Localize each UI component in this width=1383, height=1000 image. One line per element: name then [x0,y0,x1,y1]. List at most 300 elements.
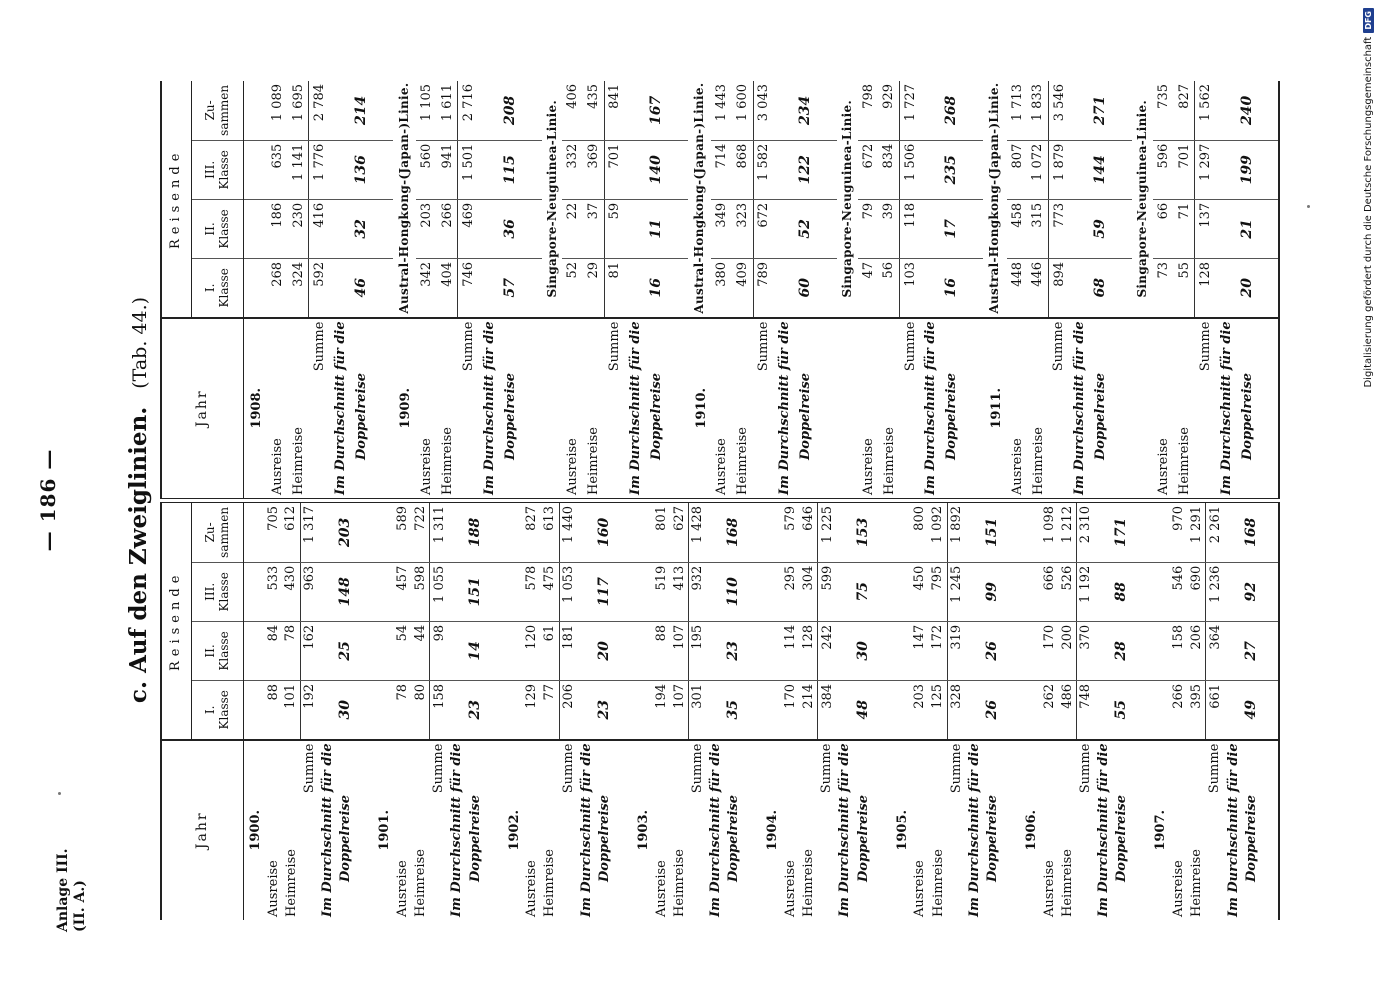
empty-cell [920,258,941,317]
total-header-line-2: sammen [217,84,231,136]
average-label-line-2: Doppelreise [1237,318,1258,498]
spacer-cell [743,503,761,562]
class-2-value: 39 [879,199,900,258]
class-2-average: 14 [466,621,484,680]
spacer-cell [614,621,632,680]
total-value: 801 [652,503,670,562]
sum-row [688,503,706,920]
total-value: 929 [879,81,900,140]
class-3-value: 635 [267,140,288,199]
annex-label [55,848,89,932]
sum-label: Summe [1076,740,1094,920]
return-row-label: Heimreise [670,740,688,920]
total-sum: 1 727 [900,81,921,140]
table-body [243,81,1279,498]
empty-cell [243,680,264,739]
spacer-cell [484,740,502,920]
total-value: 1 291 [1188,503,1206,562]
average-row [854,503,872,920]
empty-cell [577,680,595,739]
block-spacer [1258,81,1279,498]
average-label-line-1: Im Durchschnitt für die [318,740,336,920]
spacer-cell [1260,740,1279,920]
average-label-row [330,81,351,498]
empty-cell [965,621,983,680]
class-1-value: 73 [1153,258,1174,317]
return-row [288,81,309,498]
total-sum: 2 716 [458,81,479,140]
empty-cell [1020,562,1040,621]
average-row [1113,503,1131,920]
year-label: 1901. [373,740,393,920]
class-2-value: 107 [670,621,688,680]
sum-label: Summe [688,740,706,920]
route-label: Singapore-Neuguinea-Linie. [542,81,563,318]
block-spacer [372,81,393,498]
average-label-row [1224,503,1242,920]
class-2-average: 32 [351,199,372,258]
year-heading-row [688,81,712,498]
class-1-value: 170 [781,680,799,739]
class-3-average: 148 [337,562,355,621]
sum-row [753,81,774,498]
class-2-value: 186 [267,199,288,258]
average-label-line-2: Doppelreise [351,318,372,498]
spacer-cell [614,680,632,739]
total-value: 1 089 [267,81,288,140]
year-heading-row [890,503,910,920]
return-row-label: Heimreise [282,740,300,920]
outbound-row [781,503,799,920]
return-row-label: Heimreise [583,318,604,498]
average-label-row [707,503,725,920]
sum-label: Summe [430,740,448,920]
total-value: 612 [282,503,300,562]
class-2-value: 458 [1007,199,1028,258]
block-spacer [1131,503,1149,920]
class-3-value: 369 [583,140,604,199]
return-row [800,503,818,920]
class-1-average: 35 [725,680,743,739]
empty-cell [707,680,725,739]
average-label-row [625,81,646,498]
passengers-column-group: Reisende [161,81,191,318]
block-spacer [614,503,632,920]
outbound-row [267,81,288,498]
empty-cell [1095,562,1113,621]
empty-cell [1149,503,1169,562]
empty-cell [1216,199,1237,258]
spacer-cell [667,140,688,199]
class-3-value: 714 [711,140,732,199]
return-row-label: Heimreise [437,318,458,498]
year-label: 1904. [761,740,781,920]
average-label-row [448,503,466,920]
outbound-row-label: Ausreise [781,740,799,920]
total-value: 1 600 [732,81,753,140]
average-label-row [1095,503,1113,920]
class-2-sum: 773 [1049,199,1070,258]
empty-cell [1095,680,1113,739]
year-heading-row [243,81,267,498]
empty-cell [318,621,336,680]
class-1-sum: 661 [1206,680,1224,739]
class-3-average: 144 [1090,140,1111,199]
class-2-header-number: II. [203,222,217,236]
class-3-value: 834 [879,140,900,199]
route-label: Singapore-Neuguinea-Linie. [1132,81,1153,318]
empty-cell [330,258,351,317]
total-value: 406 [562,81,583,140]
empty-cell [502,680,522,739]
total-value: 1 611 [437,81,458,140]
return-row-label: Heimreise [288,318,309,498]
total-value: 735 [1153,81,1174,140]
class-2-value: 147 [911,621,929,680]
spacer-cell [484,562,502,621]
spacer-cell [667,81,688,140]
class-1-value: 203 [911,680,929,739]
empty-cell [330,140,351,199]
empty-cell [1224,621,1242,680]
empty-cell [448,621,466,680]
spacer-cell [1002,680,1020,739]
outbound-row [711,81,732,498]
return-row-label: Heimreise [541,740,559,920]
empty-cell [1095,503,1113,562]
spacer-cell [1131,503,1149,562]
class-2-sum: 242 [818,621,836,680]
class-3-header-number: III. [203,582,217,601]
class-1-sum: 592 [309,258,330,317]
sum-row [300,503,318,920]
class-1-value: 56 [879,258,900,317]
empty-cell [479,199,500,258]
empty-cell [707,503,725,562]
class-3-value: 457 [393,562,411,621]
class-1-value: 448 [1007,258,1028,317]
total-header-line-1: Zu- [203,100,217,121]
average-row [337,503,355,920]
return-row-label: Heimreise [1188,740,1206,920]
average-label-line-1: Im Durchschnitt für die [577,740,595,920]
year-heading-row [761,503,781,920]
empty-cell [965,680,983,739]
empty-cell [1149,562,1169,621]
class-3-value: 475 [541,562,559,621]
spacer-cell [372,258,393,317]
spacer-cell [872,503,890,562]
outbound-row [393,503,411,920]
block-spacer [1002,503,1020,920]
return-row [541,503,559,920]
year-label: 1911. [983,318,1007,498]
empty-cell [1069,81,1090,140]
class-2-average: 26 [983,621,1001,680]
class-2-value: 206 [1188,621,1206,680]
return-row [412,503,430,920]
class-1-value: 214 [800,680,818,739]
class-3-average: 199 [1237,140,1258,199]
total-value: 1 713 [1007,81,1028,140]
empty-cell [243,140,267,199]
return-row [879,81,900,498]
year-heading-row [1149,503,1169,920]
class-3-average: 75 [854,562,872,621]
section-title-text: c. Auf den Zweiglinien. [125,406,152,704]
average-row [500,81,521,498]
class-2-value: 349 [711,199,732,258]
class-1-average: 68 [1090,258,1111,317]
tables-row [160,80,1280,920]
empty-cell [920,81,941,140]
empty-cell [707,621,725,680]
class-3-sum: 1 236 [1206,562,1224,621]
class-3-average: 92 [1242,562,1260,621]
total-value: 798 [858,81,879,140]
class-3-value: 430 [282,562,300,621]
sum-row [947,503,965,920]
class-2-sum: 162 [300,621,318,680]
route-heading-row [542,81,563,498]
spacer-cell [614,503,632,562]
spacer-cell [372,199,393,258]
total-sum: 1 428 [688,503,706,562]
passengers-column-group: Reisende [161,503,191,740]
average-label-line-1: Im Durchschnitt für die [707,740,725,920]
spacer-cell [1260,680,1279,739]
average-label-line-2: Doppelreise [1090,318,1111,498]
average-label-line-1: Im Durchschnitt für die [920,318,941,498]
total-value: 646 [800,503,818,562]
class-3-average: 115 [500,140,521,199]
spacer-cell [962,81,983,140]
average-row [466,503,484,920]
class-2-sum: 469 [458,199,479,258]
sum-row [559,503,577,920]
class-3-value: 596 [1153,140,1174,199]
average-row [983,503,1001,920]
spacer-cell [372,318,393,498]
class-2-value: 172 [929,621,947,680]
class-1-sum: 103 [900,258,921,317]
empty-cell [243,81,267,140]
total-sum: 1 317 [300,503,318,562]
spacer-cell [1002,740,1020,920]
sum-label: Summe [947,740,965,920]
empty-cell [761,621,781,680]
empty-cell [774,81,795,140]
outbound-row [523,503,541,920]
class-1-value: 78 [393,680,411,739]
spacer-cell [1260,621,1279,680]
total-header [191,503,243,562]
spacer-cell [743,621,761,680]
class-3-value: 941 [437,140,458,199]
spacer-cell [484,503,502,562]
total-average: 240 [1237,81,1258,140]
spacer-cell [962,140,983,199]
spacer-cell [1131,740,1149,920]
class-3-value: 546 [1170,562,1188,621]
total-value: 589 [393,503,411,562]
empty-cell [243,258,267,317]
sum-row [900,81,921,498]
total-average: 153 [854,503,872,562]
class-3-value: 598 [412,562,430,621]
class-3-value: 332 [562,140,583,199]
total-value: 1 098 [1040,503,1058,562]
class-1-sum: 192 [300,680,318,739]
class-3-sum: 1 192 [1076,562,1094,621]
total-average: 171 [1113,503,1131,562]
class-1-header-number: I. [203,705,217,715]
class-2-value: 54 [393,621,411,680]
empty-cell [836,503,854,562]
class-2-average: 20 [595,621,613,680]
total-value: 579 [781,503,799,562]
year-heading-row [632,503,652,920]
average-label-line-1: Im Durchschnitt für die [965,740,983,920]
class-3-value: 868 [732,140,753,199]
outbound-row [858,81,879,498]
total-sum: 841 [604,81,625,140]
class-3-average: 117 [595,562,613,621]
empty-cell [577,503,595,562]
table-reference: (Tab. 44.) [129,296,151,389]
spacer-cell [667,199,688,258]
empty-cell [890,503,910,562]
class-1-average: 16 [941,258,962,317]
spacer-cell [355,503,373,562]
average-row [941,81,962,498]
total-sum: 3 546 [1049,81,1070,140]
class-2-value: 71 [1174,199,1195,258]
spacer-cell [1131,562,1149,621]
total-average: 188 [466,503,484,562]
class-2-sum: 195 [688,621,706,680]
class-1-value: 395 [1188,680,1206,739]
year-label: 1903. [632,740,652,920]
empty-cell [1224,680,1242,739]
year-label: 1910. [688,318,712,498]
class-2-average: 11 [646,199,667,258]
class-2-average: 30 [854,621,872,680]
spacer-cell [372,81,393,140]
sum-label: Summe [604,318,625,498]
class-3-average: 235 [941,140,962,199]
sum-label: Summe [753,318,774,498]
spacer-cell [816,140,837,199]
class-3-value: 666 [1040,562,1058,621]
year-label [837,318,858,498]
sum-row [1076,503,1094,920]
empty-cell [761,503,781,562]
average-row [1237,81,1258,498]
digitization-credit [1358,8,1378,992]
class-1-sum: 128 [1195,258,1216,317]
class-3-value: 701 [1174,140,1195,199]
empty-cell [836,621,854,680]
class-1-sum: 746 [458,258,479,317]
spacer-cell [816,258,837,317]
class-2-value: 79 [858,199,879,258]
empty-cell [479,258,500,317]
return-row-label: Heimreise [732,318,753,498]
average-label-row [965,503,983,920]
empty-cell [836,680,854,739]
average-label-line-1: Im Durchschnitt für die [448,740,466,920]
class-1-value: 29 [583,258,604,317]
return-row-label: Heimreise [1174,318,1195,498]
average-label-row [774,81,795,498]
sum-label: Summe [1206,740,1224,920]
average-row [1242,503,1260,920]
class-1-average: 57 [500,258,521,317]
class-3-value: 672 [858,140,879,199]
empty-cell [318,503,336,562]
class-3-sum: 1 053 [559,562,577,621]
class-2-value: 44 [412,621,430,680]
average-label-line-2: Doppelreise [983,740,1001,920]
total-value: 1 443 [711,81,732,140]
average-label-row [920,81,941,498]
spacer-cell [355,621,373,680]
empty-cell [1149,680,1169,739]
spacer-cell [816,318,837,498]
class-2-header-number: II. [203,644,217,658]
total-value: 800 [911,503,929,562]
class-2-sum: 137 [1195,199,1216,258]
class-2-sum: 98 [430,621,448,680]
empty-cell [890,680,910,739]
class-2-value: 266 [437,199,458,258]
average-label-line-2: Doppelreise [1113,740,1131,920]
dfg-logo: DFG [1363,8,1374,33]
year-label: 1905. [890,740,910,920]
class-2-average: 36 [500,199,521,258]
total-value: 1 105 [416,81,437,140]
class-2-value: 61 [541,621,559,680]
total-value: 435 [583,81,604,140]
empty-cell [632,503,652,562]
spacer-cell [872,562,890,621]
average-label-line-2: Doppelreise [500,318,521,498]
scan-speck [58,792,61,795]
class-1-value: 80 [412,680,430,739]
total-header-line-1: Zu- [203,522,217,543]
return-row [1028,81,1049,498]
class-3-average: 136 [351,140,372,199]
outbound-row-label: Ausreise [652,740,670,920]
section-title [125,0,152,1000]
spacer-cell [521,140,542,199]
class-1-value: 101 [282,680,300,739]
empty-cell [373,621,393,680]
outbound-row-label: Ausreise [858,318,879,498]
empty-cell [1224,503,1242,562]
empty-cell [448,680,466,739]
empty-cell [373,503,393,562]
outbound-row [562,81,583,498]
class-2-sum: 416 [309,199,330,258]
empty-cell [1224,562,1242,621]
average-label-line-2: Doppelreise [466,740,484,920]
empty-cell [1095,621,1113,680]
return-row [1058,503,1076,920]
class-3-sum: 1 501 [458,140,479,199]
class-1-value: 262 [1040,680,1058,739]
